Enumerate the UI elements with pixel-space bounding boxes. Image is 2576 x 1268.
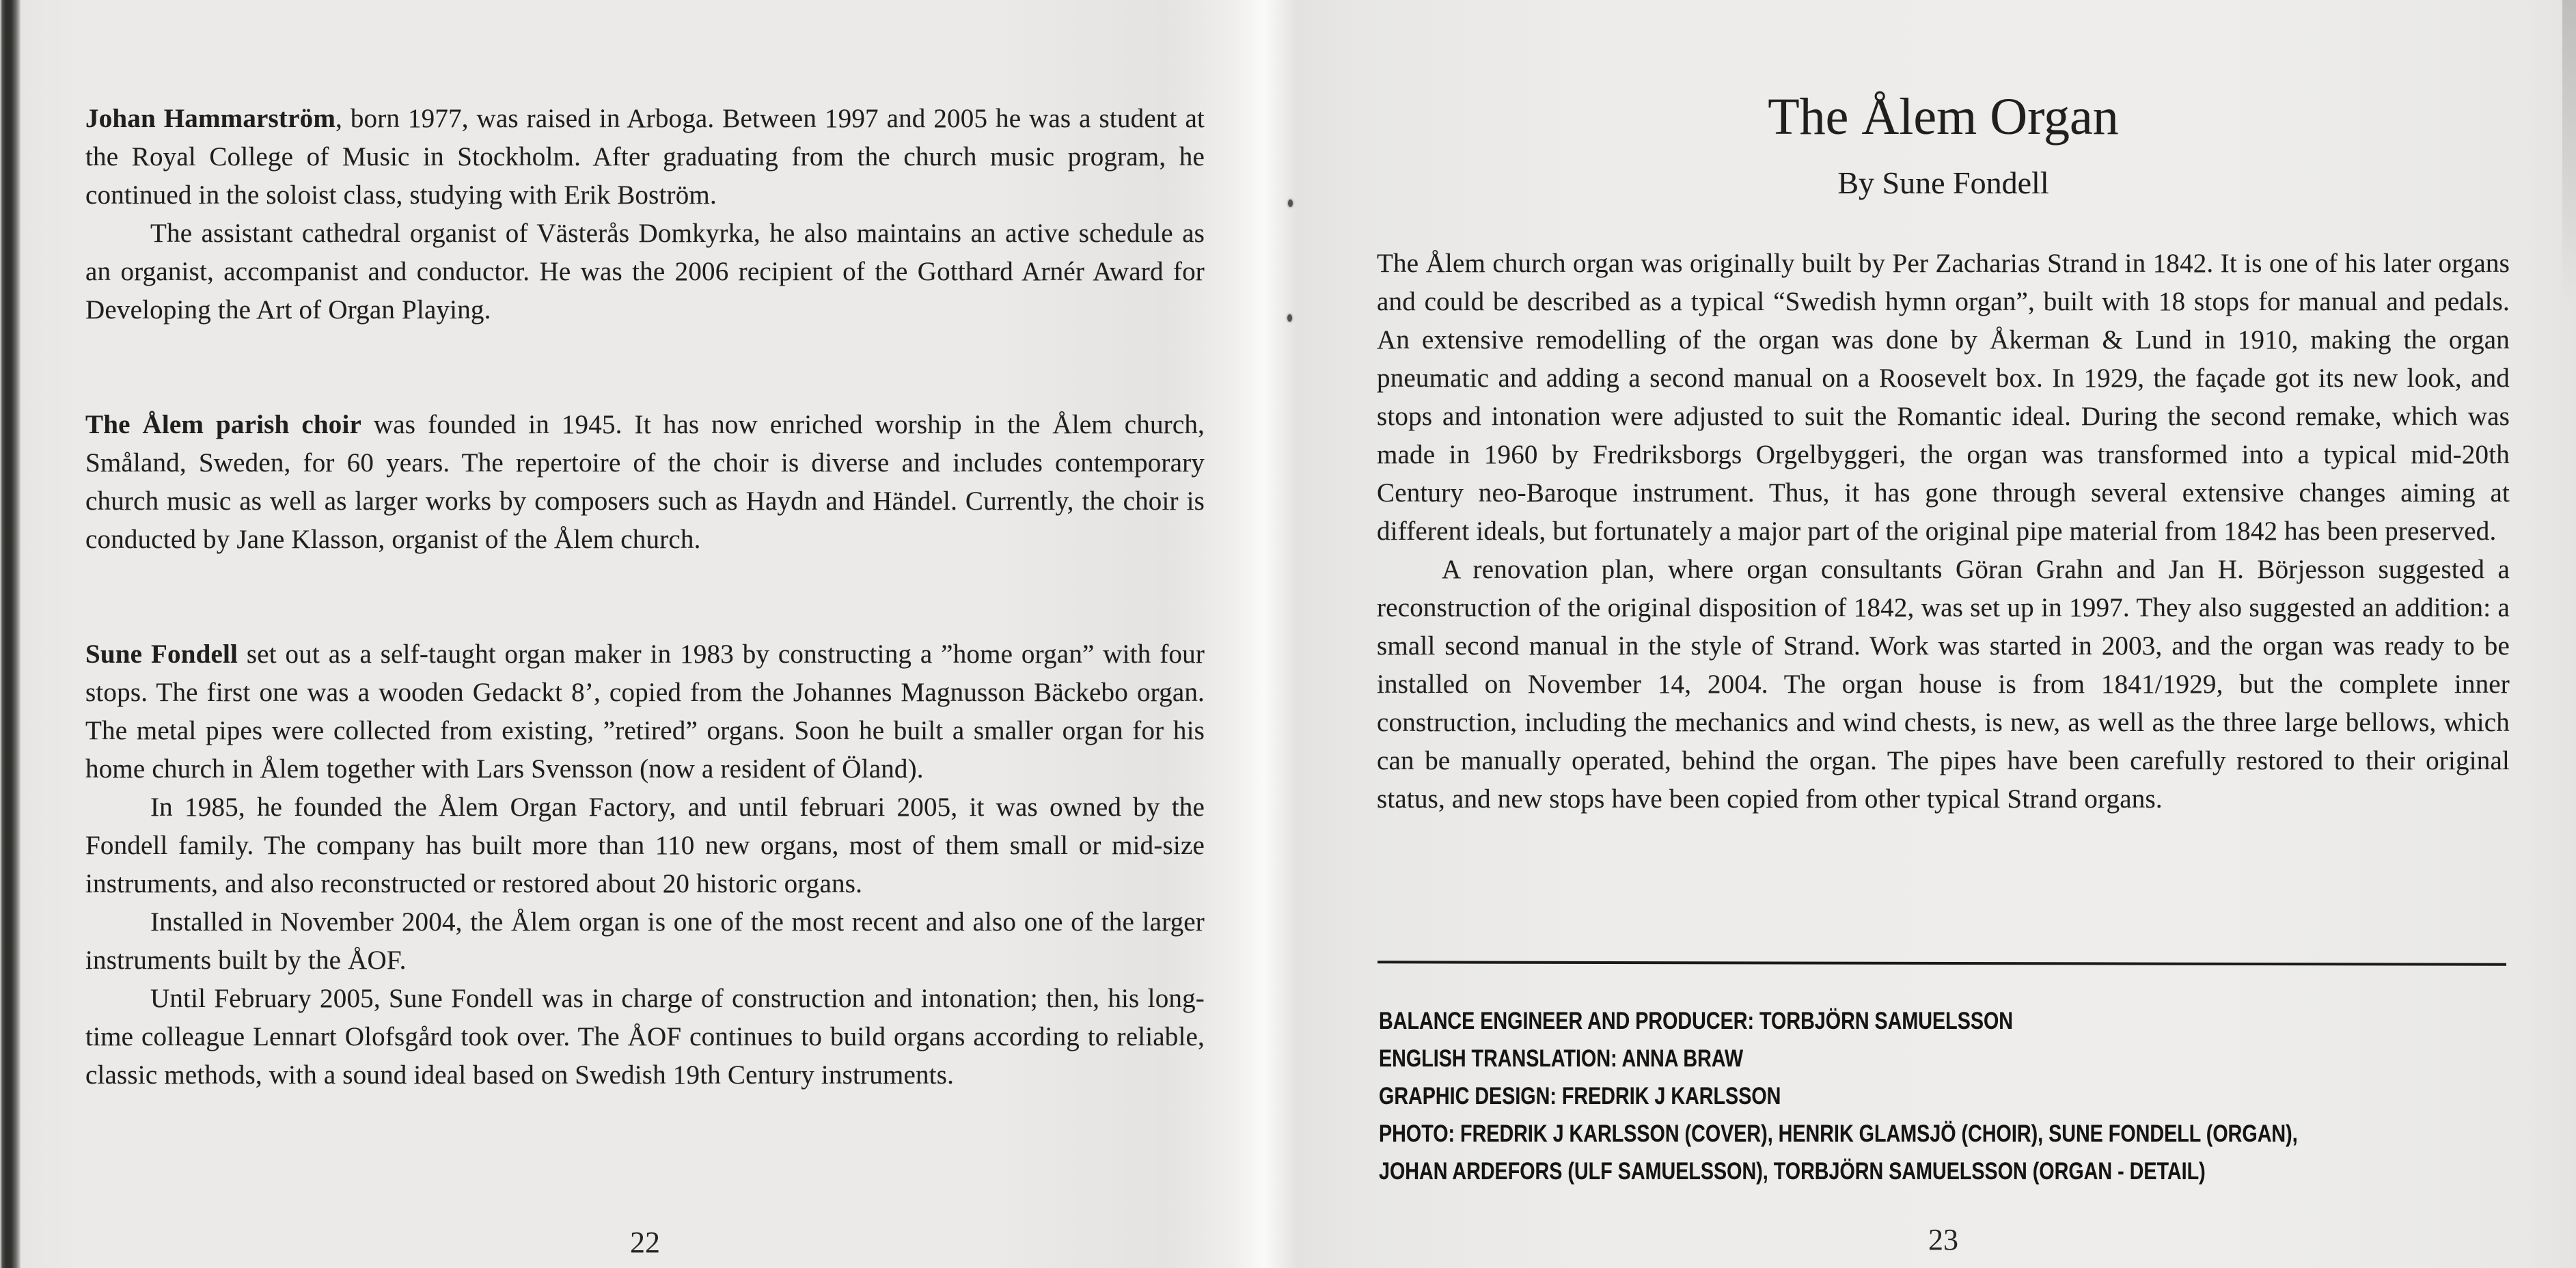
credit-line-balance-engineer: BALANCE ENGINEER AND PRODUCER: TORBJÖRN SAMUELSSON — [1379, 1008, 2014, 1034]
page-number-left: 22 — [630, 1226, 660, 1259]
paragraph-text: A renovation plan, where organ consultants Göran Grahn and Jan H. Börjesson suggested a reconstruction of the original disposition of 1842, was set up in 1997. They also suggested an addition: a small second manual in the style of Strand. Work was started in 2003, and the organ was ready to be installed on November 14, 2004. The organ house is from 1841/1929, but the complete inner construction, including the mechanics and wind chests, is new, as well as the three large bellows, which can be manually operated, behind the organ. The pipes have been carefully restored to their original status, and new stops have been copied from other typical Strand organs. — [1377, 555, 2510, 814]
credit-line-photo: PHOTO: FREDRIK J KARLSSON (COVER), HENRIK GLAMSJÖ (CHOIR), SUNE FONDELL (ORGAN), — [1379, 1120, 2298, 1147]
paragraph-renovation-plan — [1377, 551, 2510, 818]
paragraph-text: The assistant cathedral organist of Västerås Domkyrka, he also maintains an active schedule as an organist, accompanist and conductor. He was the 2006 recipient of the Gotthard Arnér Award for Developing the Art of Organ Playing. — [85, 219, 1205, 325]
paragraph-cathedral-organist — [85, 215, 1205, 329]
paragraph-until-february-2005 — [85, 980, 1205, 1094]
paragraph-text: set out as a self-taught organ maker in 1983 by constructing a ”home organ” with four stops. The first one was a wooden Gedackt 8’, copied from the Johannes Magnusson Bäckebo organ. The metal pipes were collected from existing, ”retired” organs. Soon he built a smaller organ for his home church in Ålem together with Lars Svensson (now a resident of Öland). — [85, 639, 1205, 784]
paragraph-text: Until February 2005, Sune Fondell was in charge of construction and intonation; then, his long-time colleague Lennart Olofsgård took over. The ÅOF continues to build organs according to reliable, classic methods, with a sound ideal based on Swedish 19th Century instruments. — [85, 984, 1205, 1090]
credit-line-graphic-design: GRAPHIC DESIGN: FREDRIK J KARLSSON — [1379, 1083, 1781, 1110]
booklet-spine-edge — [0, 0, 20, 1268]
credit-line-english-translation: ENGLISH TRANSLATION: ANNA BRAW — [1379, 1045, 1744, 1072]
right-page-body-text — [1377, 245, 2510, 818]
paragraph-lead-bold: Johan Hammarström — [85, 104, 336, 133]
paragraph-lead-bold: The Ålem parish choir — [85, 410, 361, 439]
credit-line-photo-continued: JOHAN ARDEFORS (ULF SAMUELSSON), TORBJÖRN SAMUELSSON (ORGAN - DETAIL) — [1379, 1158, 2206, 1185]
page-number-right: 23 — [1928, 1223, 1958, 1256]
credits-block — [1379, 1002, 2576, 1190]
paragraph-text: The Ålem church organ was originally built by Per Zacharias Strand in 1842. It is one of his later organs and could be described as a typical “Swedish hymn organ”, built with 18 stops for manual and pedals. An extensive remodelling of the organ was done by Åkerman & Lund in 1910, making the organ pneumatic and adding a second manual on a Roosevelt box. In 1929, the façade got its new look, and stops and intonation were adjusted to suit the Romantic ideal. During the second remake, which was made in 1960 by Fredriksborgs Orgelbyggeri, the organ was transformed into a typical mid-20th Century neo-Baroque instrument. Thus, it has gone through several extensive changes aiming at different ideals, but fortunately a major part of the original pipe material from 1842 has been preserved. — [1377, 249, 2510, 546]
paragraph-text: Installed in November 2004, the Ålem organ is one of the most recent and also one of the larger instruments built by the ÅOF. — [85, 907, 1205, 975]
paragraph-organ-factory — [85, 788, 1205, 903]
page-corner-shadow — [2562, 0, 2576, 355]
staple-mark — [1288, 199, 1293, 207]
paragraph-johan-hammarstrom — [85, 100, 1205, 215]
paragraph-text: was founded in 1945. It has now enriched worship in the Ålem church, Småland, Sweden, for 60 years. The repertoire of the choir is diverse and includes contemporary church music as well as larger works by composers such as Haydn and Händel. Currently, the choir is conducted by Jane Klasson, organist of the Ålem church. — [85, 410, 1205, 554]
left-page-body-text — [85, 100, 1205, 1094]
paragraph-text: In 1985, he founded the Ålem Organ Factory, and until februari 2005, it was owned by the Fondell family. The company has built more than 110 new organs, most of them small or mid-size instruments, and also reconstructed or restored about 20 historic organs. — [85, 792, 1205, 898]
paragraph-text: , born 1977, was raised in Arboga. Between 1997 and 2005 he was a student at the Royal College of Music in Stockholm. After graduating from the church music program, he continued in the soloist class, studying with Erik Boström. — [85, 104, 1205, 210]
article-byline: By Sune Fondell — [1837, 165, 2049, 200]
article-title: The Ålem Organ — [1768, 88, 2119, 146]
staple-mark — [1287, 314, 1292, 322]
paragraph-organ-history — [1377, 245, 2510, 551]
paragraph-installed-2004 — [85, 903, 1205, 980]
paragraph-sune-fondell — [85, 635, 1205, 788]
paragraph-alem-parish-choir — [85, 406, 1205, 559]
paragraph-lead-bold: Sune Fondell — [85, 639, 238, 669]
